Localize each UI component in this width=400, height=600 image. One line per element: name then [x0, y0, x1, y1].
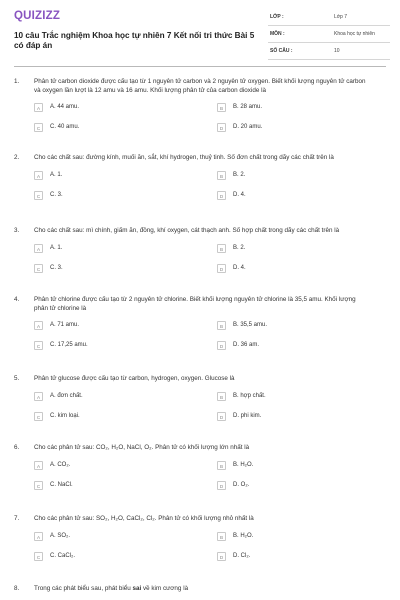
option-letter-box[interactable]: D	[217, 264, 226, 273]
option-letter-box[interactable]: D	[217, 412, 226, 421]
answer-option-b[interactable]	[217, 170, 367, 183]
option-text: B. H₂O.	[233, 532, 254, 539]
question-number: 1.	[14, 78, 20, 85]
answer-option-b[interactable]	[217, 460, 367, 473]
meta-row-question-count	[268, 45, 390, 60]
option-text: C. 3.	[50, 191, 63, 198]
question-text-part: Trong các phát biểu sau, phát biểu	[34, 585, 133, 592]
option-letter-box[interactable]: D	[217, 552, 226, 561]
option-letter-box[interactable]: D	[217, 123, 226, 132]
answer-option-c[interactable]	[34, 263, 184, 276]
question-number: 7.	[14, 515, 20, 522]
option-letter-box[interactable]: C	[34, 552, 43, 561]
option-text: D. phi kim.	[233, 412, 262, 419]
answer-option-d[interactable]	[217, 340, 367, 353]
answer-options	[34, 531, 380, 573]
option-letter-box[interactable]: C	[34, 264, 43, 273]
question-4	[0, 296, 400, 362]
option-text: C. CaCl₂.	[50, 552, 75, 559]
answer-option-c[interactable]	[34, 480, 184, 493]
question-text: Cho các chất sau: đường kính, muối ăn, sắt, khí hydrogen, thuỷ tinh. Số đơn chất trong dãy các chất trên là	[34, 154, 334, 161]
meta-value: 10	[334, 48, 340, 54]
option-text: C. 17,25 amu.	[50, 342, 88, 348]
answer-option-b[interactable]	[217, 531, 367, 544]
worksheet-header	[0, 0, 400, 62]
meta-value: Khoa học tự nhiên	[334, 31, 375, 37]
answer-option-d[interactable]	[217, 122, 367, 135]
option-text: A. SO₂.	[50, 532, 71, 539]
question-7	[0, 515, 400, 573]
option-letter-box[interactable]: A	[34, 103, 43, 112]
answer-options	[34, 102, 380, 144]
option-text: B. H₂O.	[233, 461, 254, 468]
question-text: Cho các phân tử sau: SO₂, H₂O, CaCl₂, Cl₂. Phân tử có khối lượng nhỏ nhất là	[34, 515, 254, 522]
answer-option-d[interactable]	[217, 411, 367, 424]
worksheet-title: 10 câu Trắc nghiệm Khoa học tự nhiên 7 Kết nối tri thức Bài 5 có đáp án	[14, 31, 255, 50]
quizizz-logo: QUIZIZZ	[14, 10, 61, 22]
answer-option-d[interactable]	[217, 551, 367, 564]
option-letter-box[interactable]: B	[217, 171, 226, 180]
option-letter-box[interactable]: C	[34, 123, 43, 132]
option-letter-box[interactable]: B	[217, 532, 226, 541]
answer-option-c[interactable]	[34, 122, 184, 135]
answer-option-a[interactable]	[34, 170, 184, 183]
option-text: C. 3.	[50, 264, 63, 271]
answer-options	[34, 391, 380, 433]
meta-label: SỐ CÂU :	[270, 48, 293, 54]
answer-options	[34, 170, 380, 212]
question-1	[0, 78, 400, 144]
answer-option-d[interactable]	[217, 190, 367, 203]
question-text: Phân tử glucose được cấu tạo từ carbon, hydrogen, oxygen. Glucose là	[34, 375, 235, 382]
question-text	[34, 585, 370, 594]
answer-option-a[interactable]	[34, 102, 184, 115]
option-text: D. Cl₂.	[233, 552, 251, 559]
option-letter-box[interactable]: B	[217, 103, 226, 112]
answer-options	[34, 320, 380, 362]
question-6	[0, 444, 400, 502]
answer-option-a[interactable]	[34, 391, 184, 404]
option-text: C. NaCl.	[50, 481, 73, 488]
option-letter-box[interactable]: A	[34, 321, 43, 330]
option-letter-box[interactable]: C	[34, 481, 43, 490]
question-text: Cho các phân tử sau: CO₂, H₂O, NaCl, O₂. Phân tử có khối lượng lớn nhất là	[34, 444, 250, 451]
option-text: A. 71 amu.	[50, 322, 80, 328]
meta-row-class	[268, 11, 390, 26]
option-letter-box[interactable]: C	[34, 191, 43, 200]
option-text: D. 20 amu.	[233, 124, 263, 130]
option-text: D. 36 am.	[233, 342, 260, 348]
option-letter-box[interactable]: B	[217, 461, 226, 470]
option-text: B. 28 amu.	[233, 104, 263, 110]
meta-row-subject	[268, 28, 390, 43]
option-letter-box[interactable]: D	[217, 481, 226, 490]
meta-label: MÔN :	[270, 31, 285, 37]
answer-option-c[interactable]	[34, 190, 184, 203]
option-text: A. 1.	[50, 244, 63, 251]
answer-option-c[interactable]	[34, 340, 184, 353]
answer-option-b[interactable]	[217, 243, 367, 256]
answer-option-b[interactable]	[217, 391, 367, 404]
meta-label: LỚP :	[270, 14, 284, 20]
option-letter-box[interactable]: C	[34, 341, 43, 350]
answer-option-c[interactable]	[34, 551, 184, 564]
question-number: 5.	[14, 375, 20, 382]
option-letter-box[interactable]: B	[217, 392, 226, 401]
option-letter-box[interactable]: A	[34, 461, 43, 470]
question-number: 3.	[14, 227, 20, 234]
answer-option-a[interactable]	[34, 320, 184, 333]
option-text: A. CO₂.	[50, 461, 71, 468]
option-letter-box[interactable]: B	[217, 321, 226, 330]
answer-option-b[interactable]	[217, 102, 367, 115]
option-letter-box[interactable]: D	[217, 191, 226, 200]
question-text-part: về kim cương là	[141, 585, 189, 592]
question-number: 4.	[14, 296, 20, 303]
option-letter-box[interactable]: A	[34, 532, 43, 541]
option-text: D. 4.	[233, 191, 246, 198]
option-letter-box[interactable]: A	[34, 244, 43, 253]
option-text: A. 44 amu.	[50, 104, 80, 110]
option-text: A. 1.	[50, 171, 63, 178]
option-text: B. 2.	[233, 244, 246, 251]
meta-value: Lớp 7	[334, 14, 348, 20]
answer-option-a[interactable]	[34, 460, 184, 473]
question-keyword: sai	[132, 585, 142, 592]
header-divider	[14, 66, 386, 67]
option-text: D. 4.	[233, 264, 246, 271]
option-text: B. hợp chất.	[233, 392, 266, 399]
option-letter-box[interactable]: C	[34, 412, 43, 421]
answer-option-a[interactable]	[34, 531, 184, 544]
question-8	[0, 585, 400, 594]
option-letter-box[interactable]: A	[34, 171, 43, 180]
question-text: Cho các chất sau: mì chính, giấm ăn, đồng, khí oxygen, cát thạch anh. Số hợp chất trong dãy các chất trên là	[34, 227, 340, 234]
question-text: Phân tử carbon dioxide được cấu tạo từ 1 nguyên tử carbon và 2 nguyên tử oxygen. Biết khối lượng nguyên tử carbon và oxygen lần lượt là 12 amu và 16 amu. Khối lượng phân tử của carbon dioxide là	[34, 78, 366, 94]
answer-option-b[interactable]	[217, 320, 367, 333]
option-letter-box[interactable]: D	[217, 341, 226, 350]
option-letter-box[interactable]: A	[34, 392, 43, 401]
option-text: D. O₂.	[233, 481, 250, 488]
answer-option-c[interactable]	[34, 411, 184, 424]
question-2	[0, 154, 400, 212]
question-text: Phân tử chlorine được cấu tạo từ 2 nguyên tử chlorine. Biết khối lượng nguyên tử chlorine là 35,5 amu. Khối lượng phân tử chlorine là	[34, 296, 356, 312]
answer-option-d[interactable]	[217, 263, 367, 276]
option-text: A. đơn chất.	[50, 392, 83, 399]
question-3	[0, 227, 400, 285]
question-number: 8.	[14, 585, 20, 592]
answer-options	[34, 460, 380, 502]
option-text: C. kim loại.	[50, 412, 80, 419]
answer-option-d[interactable]	[217, 480, 367, 493]
option-text: B. 35,5 amu.	[233, 322, 268, 328]
answer-options	[34, 243, 380, 285]
answer-option-a[interactable]	[34, 243, 184, 256]
option-letter-box[interactable]: B	[217, 244, 226, 253]
question-5	[0, 375, 400, 433]
worksheet-meta	[268, 11, 390, 62]
question-number: 6.	[14, 444, 20, 451]
question-number: 2.	[14, 154, 20, 161]
option-text: C. 40 amu.	[50, 124, 80, 130]
option-text: B. 2.	[233, 171, 246, 178]
